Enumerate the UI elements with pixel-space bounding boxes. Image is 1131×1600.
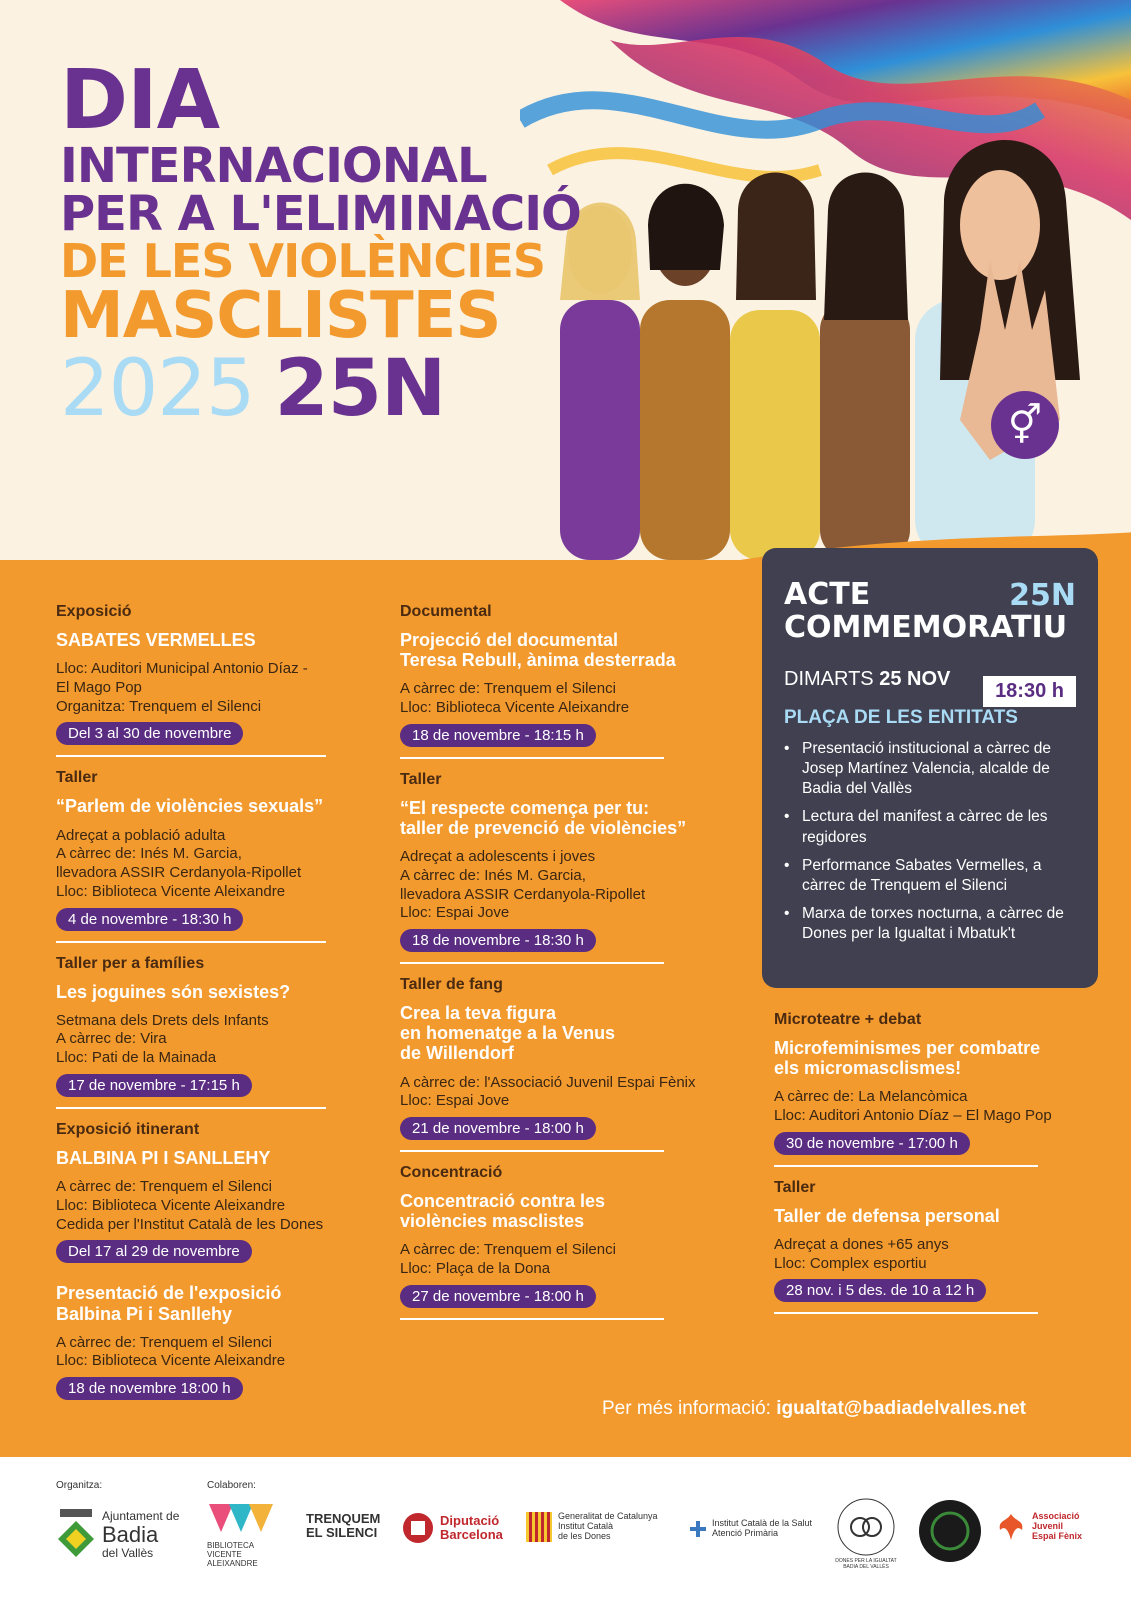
event-details: A càrrec de: La Melancòmica Lloc: Auditori Antonio Díaz – El Mago Pop (774, 1088, 1052, 1125)
divider (400, 1150, 664, 1152)
dones-igualtat-icon (836, 1497, 896, 1557)
event-details: Lloc: Auditori Municipal Antonio Díaz - El Mago Pop Organitza: Trenquem el Silenci (56, 660, 308, 715)
event-date-badge: 4 de novembre - 18:30 h (56, 908, 243, 931)
card-day-prefix: DIMARTS (784, 668, 874, 690)
event-title: Presentació de l'exposició Balbina Pi i Sanllehy (56, 1283, 282, 1324)
event-date-badge: 27 de novembre - 18:00 h (400, 1285, 596, 1308)
card-program-list (784, 739, 1076, 944)
orange-wave (0, 470, 1131, 560)
event-item (56, 955, 326, 1109)
event-date-badge: 30 de novembre - 17:00 h (774, 1132, 970, 1155)
biblioteca-text: BIBLIOTECA VICENTE ALEIXANDRE (207, 1541, 258, 1568)
title-line-3: PER A L'ELIMINACIÓ (60, 186, 581, 242)
divider (774, 1312, 1038, 1314)
event-item (400, 771, 730, 964)
logo-biblioteca (207, 1502, 277, 1568)
event-date-badge: 18 de novembre - 18:15 h (400, 724, 596, 747)
event-category: Microteatre + debat (774, 1011, 922, 1028)
event-category: Exposició itinerant (56, 1120, 200, 1138)
event-category: Taller (56, 769, 98, 787)
senyera-icon (526, 1512, 552, 1542)
biblioteca-logo-icon (207, 1502, 277, 1536)
logo-trenquem: TRENQUEM EL SILENCI (306, 1511, 381, 1541)
events-column-1 (56, 603, 326, 1412)
logo-espai-fenix (996, 1512, 1082, 1542)
event-item (400, 603, 730, 759)
list-item: • Presentació institucional a càrrec de Josep Martínez Valencia, alcalde de Badia del Vallès (784, 739, 1076, 799)
event-details: A càrrec de: l'Associació Juvenil Espai Fènix Lloc: Espai Jove (400, 1073, 696, 1110)
card-title-commemoratiu: COMMEMORATIU (784, 610, 1068, 645)
event-category: Concentració (400, 1164, 503, 1182)
event-title: Projecció del documental Teresa Rebull, ànima desterrada (400, 630, 676, 671)
event-category: Documental (400, 603, 492, 620)
logo-ajuntament-badia (56, 1507, 179, 1563)
event-details: Adreçat a adolescents i joves A càrrec de: Inés M. Garcia, llevadora ASSIR Cerdanyola-Ripollet Lloc: Espai Jove (400, 848, 646, 922)
event-item (400, 976, 730, 1152)
event-item (56, 769, 326, 942)
main-title (60, 53, 581, 434)
logo-dones-igualtat (835, 1497, 897, 1570)
logo-mbatukt (918, 1499, 982, 1563)
generalitat-text: Generalitat de Catalunya Institut Català de les Dones (558, 1511, 658, 1541)
events-column-3 (774, 1011, 1104, 1326)
title-line-5: MASCLISTES (60, 279, 501, 353)
event-item (774, 1179, 1104, 1315)
diputacio-logo-icon (402, 1512, 434, 1544)
event-details: A càrrec de: Trenquem el Silenci Lloc: Biblioteca Vicente Aleixandre (400, 680, 630, 717)
info-email-link[interactable]: igualtat@badiadelvalles.net (776, 1398, 1026, 1419)
info-label: Per més informació: (602, 1398, 771, 1419)
title-line-4: DE LES VIOLÈNCIES (60, 234, 545, 288)
mbatukt-logo-icon (918, 1499, 982, 1563)
title-line-1: DIA (60, 53, 220, 148)
ajuntament-line-3: del Vallès (102, 1546, 154, 1561)
event-date-badge: 17 de novembre - 17:15 h (56, 1074, 252, 1097)
colaboren-label: Colaboren: (207, 1480, 256, 1491)
events-column-2 (400, 603, 730, 1332)
event-details: Adreçat a població adulta A càrrec de: Inés M. Garcia, llevadora ASSIR Cerdanyola-Ripollet Lloc: Biblioteca Vicente Aleixandre (56, 826, 302, 900)
phoenix-icon (996, 1512, 1026, 1542)
ajuntament-line-2: Badia (102, 1521, 159, 1547)
event-title: “Parlem de violències sexuals” (56, 796, 324, 817)
hero-banner (0, 0, 1131, 560)
divider (774, 1165, 1038, 1167)
event-date-badge: Del 3 al 30 de novembre (56, 722, 243, 745)
event-item (400, 1164, 730, 1320)
more-info (602, 1398, 1026, 1420)
fenix-text: Associació Juvenil Espai Fènix (1032, 1511, 1083, 1541)
list-item: • Lectura del manifest a càrrec de les regidores (784, 807, 1076, 847)
event-title: Crea la teva figura en homenatge a la Venus de Willendorf (400, 1003, 616, 1064)
title-line-2: INTERNACIONAL (60, 138, 487, 194)
footer-logos (0, 1457, 1131, 1600)
event-title: Concentració contra les violències masclistes (400, 1191, 606, 1232)
logo-diputacio (402, 1512, 503, 1544)
event-date-badge: 21 de novembre - 18:00 h (400, 1117, 596, 1140)
svg-text:⚥: ⚥ (1007, 403, 1043, 447)
divider (400, 1318, 664, 1320)
title-year-row (60, 344, 581, 434)
dones-text: DONES PER LA IGUALTAT BADIA DEL VALLÈS (835, 1558, 897, 1570)
event-title: “El respecte comença per tu: taller de prevenció de violències” (400, 797, 687, 838)
event-item (774, 1011, 1104, 1167)
divider (56, 941, 326, 943)
divider (400, 962, 664, 964)
divider (56, 1107, 326, 1109)
event-title: SABATES VERMELLES (56, 630, 256, 650)
card-time-badge: 18:30 h (983, 676, 1076, 707)
event-date-badge: 18 de novembre 18:00 h (56, 1377, 243, 1400)
health-cross-icon (690, 1521, 706, 1537)
commemorative-act-card (762, 548, 1098, 988)
organitza-label: Organitza: (56, 1480, 103, 1491)
event-title: BALBINA PI I SANLLEHY (56, 1147, 271, 1168)
event-details: Adreçat a dones +65 anys Lloc: Complex esportiu (774, 1235, 949, 1272)
event-category: Taller (774, 1178, 816, 1196)
event-details: Setmana dels Drets dels Infants A càrrec de: Vira Lloc: Pati de la Mainada (56, 1011, 269, 1067)
event-category: Taller per a famílies (56, 954, 205, 972)
card-place: PLAÇA DE LES ENTITATS (784, 707, 1018, 728)
event-title: Microfeminismes per combatre els micromasclismes! (774, 1038, 1041, 1079)
list-item: • Marxa de torxes nocturna, a càrrec de Dones per la Igualtat i Mbatuk't (784, 904, 1076, 944)
diputacio-text: Diputació Barcelona (440, 1512, 503, 1542)
divider (400, 757, 664, 759)
event-category: Exposició (56, 603, 132, 620)
event-date-badge: Del 17 al 29 de novembre (56, 1240, 252, 1263)
ajuntament-line-1: Ajuntament de (102, 1508, 180, 1523)
event-category: Taller (400, 770, 442, 788)
logo-generalitat (526, 1512, 658, 1542)
card-tag: 25N (1009, 578, 1076, 613)
title-tag: 25N (274, 344, 446, 434)
event-item (56, 603, 326, 757)
event-details: A càrrec de: Trenquem el Silenci Lloc: Plaça de la Dona (400, 1241, 616, 1278)
divider (56, 755, 326, 757)
card-title-acte: ACTE (784, 577, 871, 612)
title-year: 2025 (60, 344, 255, 434)
logo-ics (690, 1519, 812, 1539)
event-date-badge: 18 de novembre - 18:30 h (400, 929, 596, 952)
list-item: • Performance Sabates Vermelles, a càrrec de Trenquem el Silenci (784, 856, 1076, 896)
event-title: Taller de defensa personal (774, 1205, 1000, 1226)
event-item (56, 1121, 326, 1263)
badia-crest-icon (56, 1507, 96, 1563)
event-item (56, 1283, 326, 1400)
event-category: Taller de fang (400, 976, 503, 994)
ics-text: Institut Català de la Salut Atenció Primària (712, 1518, 813, 1538)
event-date-badge: 28 nov. i 5 des. de 10 a 12 h (774, 1279, 986, 1302)
card-day-date: 25 NOV (879, 668, 951, 690)
event-details: A càrrec de: Trenquem el Silenci Lloc: Biblioteca Vicente Aleixandre Cedida per l'Institut Català de les Dones (56, 1178, 324, 1233)
event-details: A càrrec de: Trenquem el Silenci Lloc: Biblioteca Vicente Aleixandre (56, 1333, 286, 1370)
event-title: Les joguines són sexistes? (56, 981, 291, 1002)
